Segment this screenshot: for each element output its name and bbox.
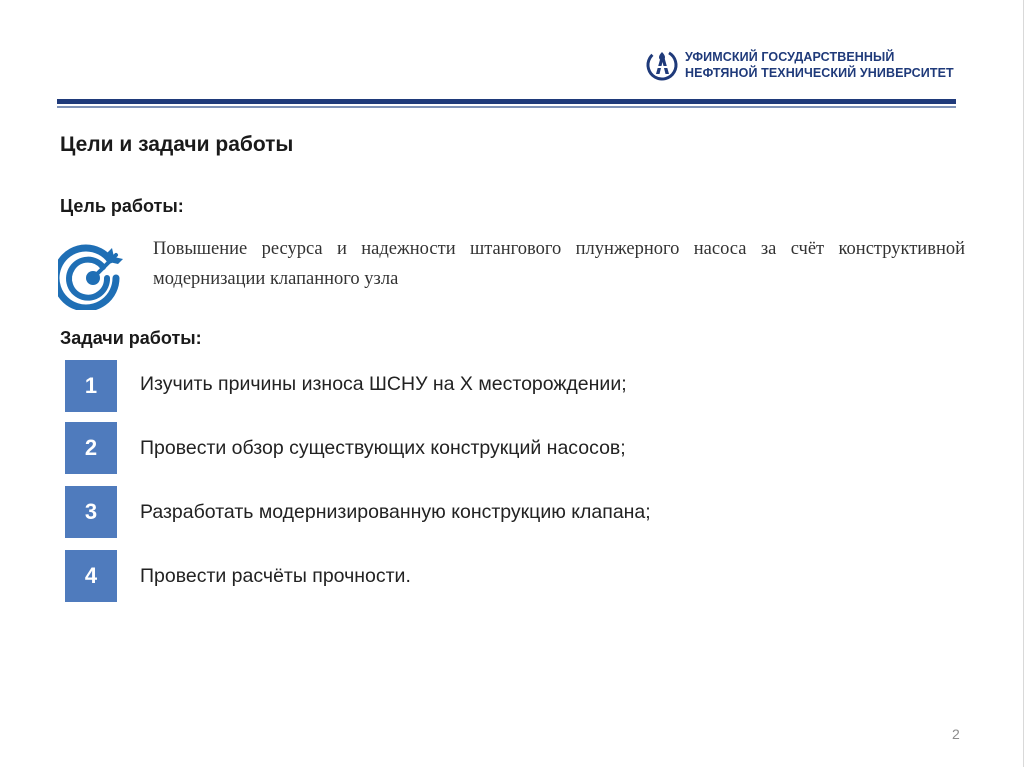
goal-heading: Цель работы:	[60, 196, 184, 216]
goal-description: Повышение ресурса и надежности штангового плунжерного насоса за счёт конструктивной модернизации клапанного узла	[153, 239, 965, 289]
header-divider-thick	[57, 99, 956, 104]
university-logo-icon	[645, 48, 679, 82]
task-text: Изучить причины износа ШСНУ на Х месторождении;	[140, 373, 627, 395]
slide-title: Цели и задачи работы	[60, 133, 294, 156]
university-name-line1: УФИМСКИЙ ГОСУДАРСТВЕННЫЙ	[685, 50, 895, 64]
page-number: 2	[952, 726, 960, 742]
header-divider-thin	[57, 106, 956, 108]
task-text: Разработать модернизированную конструкцию клапана;	[140, 501, 651, 523]
university-name-line2: НЕФТЯНОЙ ТЕХНИЧЕСКИЙ УНИВЕРСИТЕТ	[685, 66, 954, 80]
target-icon	[58, 240, 128, 310]
task-text: Провести обзор существующих конструкций насосов;	[140, 437, 626, 459]
university-logo	[645, 45, 954, 85]
task-number-badge: 1	[65, 360, 117, 412]
tasks-heading: Задачи работы:	[60, 328, 202, 348]
task-number-badge: 4	[65, 550, 117, 602]
task-number-badge: 3	[65, 486, 117, 538]
task-text: Провести расчёты прочности.	[140, 565, 411, 587]
university-name	[685, 49, 954, 81]
task-number-badge: 2	[65, 422, 117, 474]
